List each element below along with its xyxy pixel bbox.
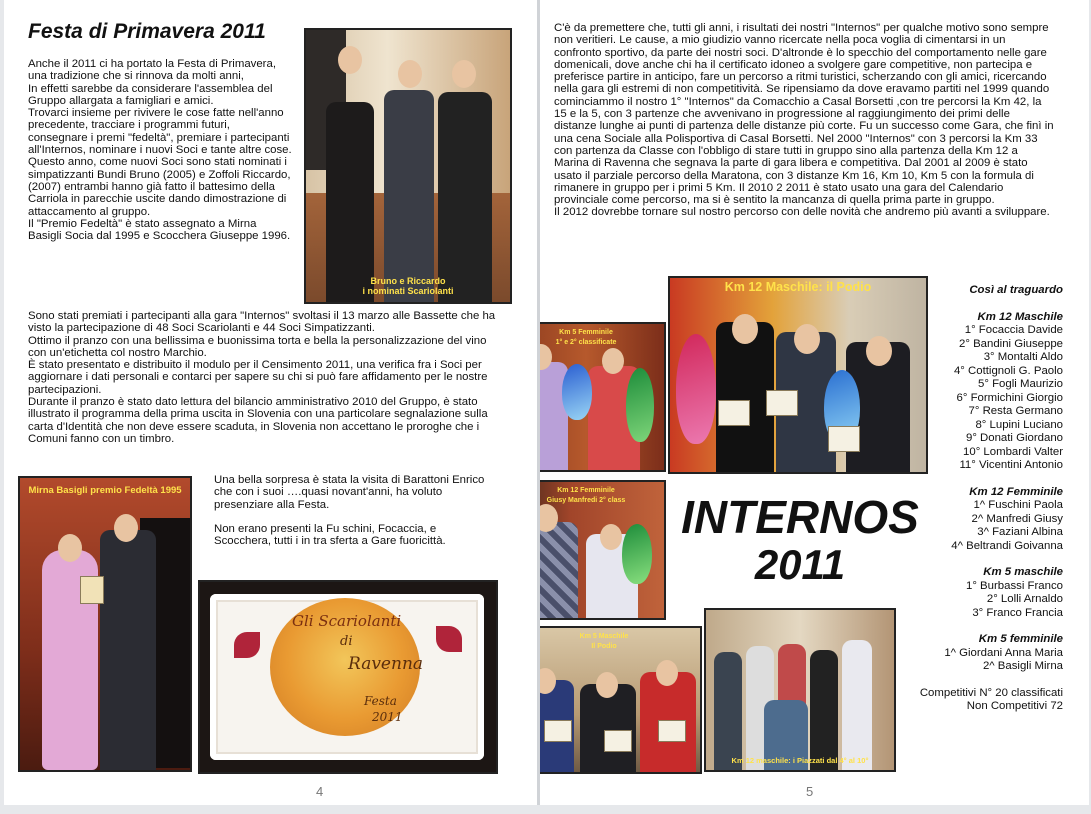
result-entry: 3° Franco Francia	[972, 606, 1063, 619]
paragraph: Anche il 2011 ci ha portato la Festa di Primavera, una tradizione che si rinnova da molti anni,	[28, 58, 276, 83]
paragraph: Il 2012 dovrebbe tornare sul nostro percorso con delle novità che andremo più avanti a sviluppare.	[554, 206, 1050, 219]
result-entry: 9° Donati Giordano	[965, 432, 1063, 444]
internos-text	[554, 22, 1054, 219]
paragraph: Il "Premio Fedeltà" è stato assegnato a Mirna Basigli Socia dal 1995 e Scocchera Giuseppe 1996.	[28, 217, 291, 243]
person-figure	[100, 530, 156, 770]
result-entry: 11° Vicentini Antonio	[959, 459, 1063, 471]
internos-title: INTERNOS 2011	[681, 491, 919, 588]
photo-bruno-riccardo	[304, 28, 512, 304]
photo-km5-male	[540, 626, 702, 774]
paragraph: Questo anno, come nuovi Soci sono stati nominati i simpatizzanti Bundi Bruno (2005) e Zoffoli Riccardo, (2007) entrambi hanno già fatto il battesimo della Carriola in parecchie uscite dando dimostrazione di attaccamento al gruppo.	[28, 156, 291, 218]
visit-text	[214, 474, 486, 547]
results-group-title: Km 12 Maschile	[977, 310, 1063, 323]
results-footer: Competitivi N° 20 classificati	[919, 686, 1063, 699]
photo-caption: Km 5 Maschile Il Podio	[579, 633, 629, 650]
person-figure	[384, 90, 434, 302]
main-text	[28, 310, 498, 445]
result-entry: 1^ Giordani Anna Maria	[944, 646, 1063, 659]
results-group-title: Km 5 femminile	[978, 633, 1063, 645]
result-entry: 5° Fogli Maurizio	[978, 378, 1063, 390]
intro-text	[28, 58, 292, 242]
result-entry: 2^ Basigli Mirna	[982, 660, 1063, 672]
photo-caption: Bruno e Riccardo i nominati Scariolanti	[362, 276, 454, 296]
result-entry: 6° Formichini Giorgio	[956, 391, 1063, 404]
result-entry: 4^ Beltrandi Goivanna	[951, 539, 1063, 552]
result-entry: 2° Bandini Giuseppe	[959, 337, 1063, 350]
photo-mirna-basigli	[18, 476, 192, 772]
paragraph: In effetti sarebbe da considerare l'assemblea del Gruppo allargata a famigliari e amici.	[28, 82, 273, 107]
photo-caption: Km 12 Maschile: il Podio	[724, 280, 872, 294]
result-entry: 1° Burbassi Franco	[966, 579, 1063, 592]
photo-cake: Gli Scariolanti di Ravenna Festa 2011	[198, 580, 498, 774]
result-entry: 8° Lupini Luciano	[975, 418, 1063, 431]
photo-km12-podium	[668, 276, 928, 474]
results-heading: Così al traguardo	[969, 284, 1063, 296]
result-entry: 7° Resta Germano	[968, 405, 1063, 417]
page-number: 5	[806, 784, 814, 799]
results-footer: Non Competitivi 72	[966, 700, 1063, 712]
person-figure	[540, 522, 578, 618]
paragraph: C'è da premettere che, tutti gli anni, i risultati dei nostri "Internos" per qualche motivo sono sempre non veritieri. Le cause, a mio giudizio vanno ricercate nella poca voglia di cimentarsi in un confronto sportivo, da parte dei nostri soci. D'altronde è lo specchio del comportamento nelle gare domenicali, dove anche chi ha il certificato idoneo a svolgere gare competitive, non partecipa e preferisce partire in anticipo, fare un percorso a ritmi turistici, scherzando con gli amici, ricercando nella gara gli estremi di non competitività. Se ripensiamo da dove eravamo partiti nel 1999 quando cominciammo il nostro 1° "Internos" da Comacchio a Casal Borsetti ,con tre percorsi la Km 42, la 15 e la 5, con 3 partenze che avvenivano in progressione al raggiungimento dei primi delle distanze lunghe ai punti di partenza delle distanze più corte. Fu un successo come Gara, che finì in una cena Sociale alla Polisportiva di Casal Borsetti. Nel 2000 "Internos" con 3 percorsi la Km 33 con partenza da Classe con l'obbligo di stare tutti in gruppo sino alla partenza della Km 12 a Marina di Ravenna che segnava la parte di gara libera e competitiva. Dal 2001 al 2009 è stato usato il parziale percorso della Maratona, con 3 distanze Km 16, Km 10, Km 5 con la formula di rimanere in gruppo per i primi 5 Km. Il 2010 2 2011 è stato usato una gara del Calendario provinciale come percorso, ma si è sentito la mancanza di quella prima parte in gruppo.	[554, 22, 1054, 207]
paragraph: È stato presentato e distribuito il modulo per il Censimento 2011, una verifica fra i Soci per aggiornare i dati personali e contarci per sapere su chi si può fare affidamento per le nostre partecipazioni.	[28, 359, 488, 396]
photo-km5-female	[540, 322, 666, 472]
result-entry: 1° Focaccia Davide	[964, 324, 1063, 336]
result-entry: 2^ Manfredi Giusy	[971, 512, 1063, 525]
paragraph: Sono stati premiati i partecipanti alla gara "Internos" svoltasi il 13 marzo alle Bassette che ha visto la partecipazione di 48 Soci Scariolanti e 44 Soci Simpatizzanti.	[28, 310, 496, 335]
paragraph: Una bella sorpresa è stata la visita di Barattoni Enrico che con i suoi ….quasi novant'anni, ha voluto presenziare alla Festa.	[214, 474, 485, 511]
results-group-title: Km 5 maschile	[983, 566, 1063, 578]
person-figure	[438, 92, 492, 302]
results-list	[920, 284, 1063, 714]
result-entry: 4° Cottignoli G. Paolo	[953, 364, 1063, 377]
person-figure	[842, 640, 872, 770]
right-page	[540, 0, 1089, 805]
result-entry: 3^ Faziani Albina	[977, 526, 1063, 538]
photo-km12-female	[540, 480, 666, 620]
photo-caption: Km 12 Femminile Giusy Manfredi 2° class	[546, 487, 626, 504]
person-figure	[326, 102, 374, 302]
person-figure	[714, 652, 742, 770]
page-number: 4	[316, 784, 324, 799]
result-entry: 2° Lolli Arnaldo	[986, 593, 1063, 605]
photo-km12-placings	[704, 608, 896, 772]
paragraph: Durante il pranzo è stato dato lettura del bilancio amministrativo 2010 del Gruppo, è stato illustrato il programma della prima uscita in Slovenia con una particolare segnalazione sulla carta d'Identità che non deve essere scaduta, in Slovenia non accettano le proroghe che i Comuni fanno con un timbro.	[28, 396, 488, 445]
photo-caption: Mirna Basigli premio Fedeltà 1995	[28, 485, 182, 496]
result-entry: 1^ Fuschini Paola	[973, 499, 1063, 511]
photo-caption: Km 12 maschile: i Piazzati dal 4° al 10°	[731, 756, 869, 765]
paragraph: Non erano presenti la Fu schini, Focaccia, e Scocchera, tutti i in tra sferta a Gare fuoricittà.	[214, 522, 446, 548]
result-entry: 10° Lombardi Valter	[963, 445, 1063, 458]
person-figure	[810, 650, 838, 770]
left-page	[4, 0, 537, 805]
paragraph: Trovarci insieme per rivivere le cose fatte nell'anno precedente, tracciare i programmi futuri, consegnare i premi "fedeltà", premiare i partecipanti all'Internos, nominare i nuovi Soci e tante altre cose.	[28, 107, 292, 157]
result-entry: 3° Montalti Aldo	[983, 351, 1063, 363]
photo-caption: Km 5 Femminile 1° e 2° classificate	[555, 329, 617, 346]
results-group-title: Km 12 Femminile	[969, 485, 1063, 498]
page-title: Festa di Primavera 2011	[28, 20, 266, 43]
paragraph: Ottimo il pranzo con una bellissima e buonissima torta e bella la personalizzazione del vino con un'etichetta col nostro Marchio.	[28, 334, 487, 359]
